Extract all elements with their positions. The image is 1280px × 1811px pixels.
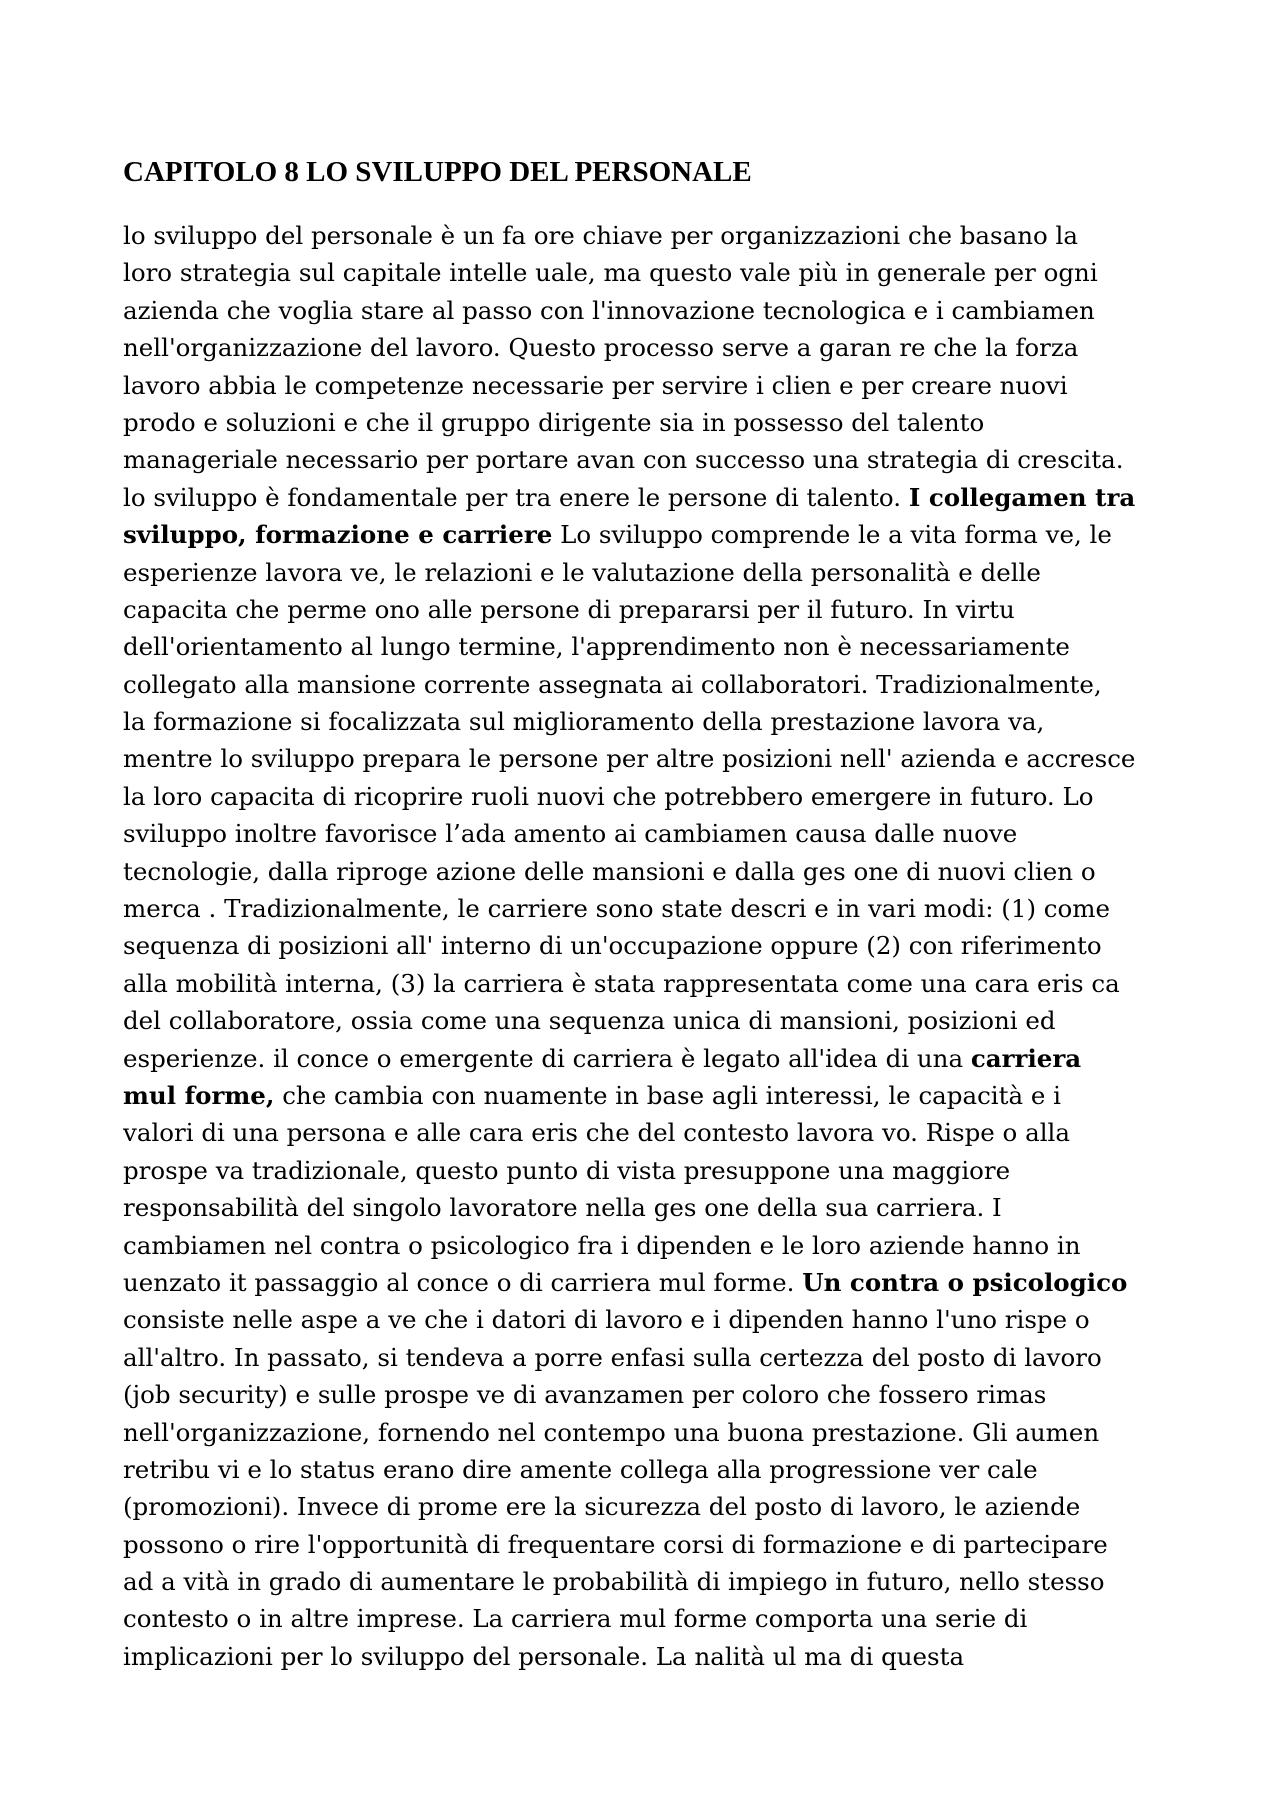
text-line [123,591,1203,628]
text-line [123,292,1203,329]
text-segment: implicazioni per lo sviluppo del personale. La nalità ul ma di questa [123,1641,965,1671]
text-segment: prospe va tradizionale, questo punto di vista presuppone una maggiore [123,1155,1011,1185]
text-line [123,1114,1203,1151]
text-line [123,1526,1203,1563]
text-segment: sequenza di posizioni all' interno di un'occupazione oppure (2) con riferimento [123,931,1102,961]
text-line [123,815,1203,852]
text-segment: esperienze lavora ve, le relazioni e le valutazione della personalità e delle [123,557,1041,587]
body-paragraph [123,217,1203,1675]
bold-text-segment: I collegamen tra [908,482,1136,512]
text-segment: del collaboratore, ossia come una sequenza unica di mansioni, posizioni ed [123,1006,1056,1036]
text-line [123,217,1203,254]
text-line [123,1339,1203,1376]
text-segment: mentre lo sviluppo prepara le persone per altre posizioni nell' azienda e accresce [123,744,1136,774]
text-line [123,1002,1203,1039]
text-segment: nell'organizzazione, fornendo nel contempo una buona prestazione. Gli aumen [123,1417,1100,1447]
text-segment: all'altro. In passato, si tendeva a porre enfasi sulla certezza del posto di lavoro [123,1342,1102,1372]
text-line [123,890,1203,927]
text-segment: esperienze. il conce o emergente di carriera è legato all'idea di una [123,1043,971,1073]
text-segment: lo sviluppo del personale è un fa ore chiave per organizzazioni che basano la [123,221,1078,250]
text-line [123,516,1203,553]
text-segment: merca . Tradizionalmente, le carriere sono state descri e in vari modi: (1) come [123,894,1110,924]
text-segment: loro strategia sul capitale intelle uale, ma questo vale più in generale per ogni [123,258,1098,288]
text-segment: che cambia con nuamente in base agli interessi, le capacità e i [274,1080,1061,1110]
chapter-title: CAPITOLO 8 LO SVILUPPO DEL PERSONALE [123,156,752,188]
text-line [123,778,1203,815]
text-segment: responsabilità del singolo lavoratore nella ges one della sua carriera. I [123,1193,1002,1223]
text-line [123,441,1203,478]
text-line [123,367,1203,404]
text-line [123,1301,1203,1338]
bold-text-segment: Un contra o psicologico [802,1267,1128,1297]
text-segment: contesto o in altre imprese. La carriera mul forme comporta una serie di [123,1604,1028,1634]
text-segment: nell'organizzazione del lavoro. Questo processo serve a garan re che la forza [123,333,1079,363]
text-segment: uenzato it passaggio al conce o di carriera mul forme. [123,1267,803,1297]
text-line [123,853,1203,890]
text-line [123,1414,1203,1451]
text-segment: Lo sviluppo comprende le a vita forma ve, le [552,520,1112,550]
text-segment: lavoro abbia le competenze necessarie per servire i clien e per creare nuovi [123,370,1068,400]
text-segment: la loro capacita di ricoprire ruoli nuovi che potrebbero emergere in futuro. Lo [123,781,1094,811]
text-line [123,1488,1203,1525]
text-segment: azienda che voglia stare al passo con l'innovazione tecnologica e i cambiamen [123,295,1095,325]
text-line [123,1563,1203,1600]
text-line [123,254,1203,291]
text-segment: capacita che perme ono alle persone di prepararsi per il futuro. In virtu [123,594,1015,624]
text-segment: manageriale necessario per portare avan con successo una strategia di crescita. [123,445,1124,475]
text-line [123,927,1203,964]
text-line [123,703,1203,740]
text-line [123,1189,1203,1226]
bold-text-segment: sviluppo, formazione e carriere [123,520,553,550]
text-segment: lo sviluppo è fondamentale per tra enere le persone di talento. [123,482,909,512]
text-segment: cambiamen nel contra o psicologico fra i dipenden e le loro aziende hanno in [123,1230,1081,1260]
text-line [123,1152,1203,1189]
text-segment: sviluppo inoltre favorisce l’ada amento ai cambiamen causa dalle nuove [123,819,1018,849]
text-line [123,554,1203,591]
text-line [123,1077,1203,1114]
text-segment: la formazione si focalizzata sul miglioramento della prestazione lavora va, [123,707,1045,737]
text-line [123,1376,1203,1413]
bold-text-segment: mul forme, [123,1080,275,1110]
bold-text-segment: carriera [970,1043,1082,1073]
text-segment: retribu vi e lo status erano dire amente collega alla progressione ver cale [123,1454,1038,1484]
text-segment: valori di una persona e alle cara eris che del contesto lavora vo. Rispe o alla [123,1118,1070,1148]
text-segment: dell'orientamento al lungo termine, l'apprendimento non è necessariamente [123,632,1070,662]
text-segment: prodo e soluzioni e che il gruppo dirigente sia in possesso del talento [123,407,985,437]
text-segment: ad a vità in grado di aumentare le probabilità di impiego in futuro, nello stesso [123,1567,1105,1597]
text-segment: consiste nelle aspe a ve che i datori di lavoro e i dipenden hanno l'uno rispe o [123,1305,1090,1335]
text-segment: tecnologie, dalla riproge azione delle mansioni e dalla ges one di nuovi clien o [123,856,1096,886]
text-line [123,1264,1203,1301]
text-line [123,965,1203,1002]
text-line [123,1040,1203,1077]
text-line [123,1227,1203,1264]
text-segment: (job security) e sulle prospe ve di avanzamen per coloro che fossero rimas [123,1380,1047,1410]
text-line [123,404,1203,441]
text-segment: alla mobilità interna, (3) la carriera è stata rappresentata come una cara eris ca [123,968,1120,998]
text-line [123,329,1203,366]
text-line [123,740,1203,777]
text-line [123,1451,1203,1488]
text-line [123,1600,1203,1637]
text-segment: (promozioni). Invece di prome ere la sicurezza del posto di lavoro, le aziende [123,1492,1081,1522]
text-line [123,666,1203,703]
text-line [123,1638,1203,1675]
text-segment: collegato alla mansione corrente assegnata ai collaboratori. Tradizionalmente, [123,669,1102,699]
text-line [123,628,1203,665]
text-line [123,479,1203,516]
text-segment: possono o rire l'opportunità di frequentare corsi di formazione e di partecipare [123,1529,1108,1559]
